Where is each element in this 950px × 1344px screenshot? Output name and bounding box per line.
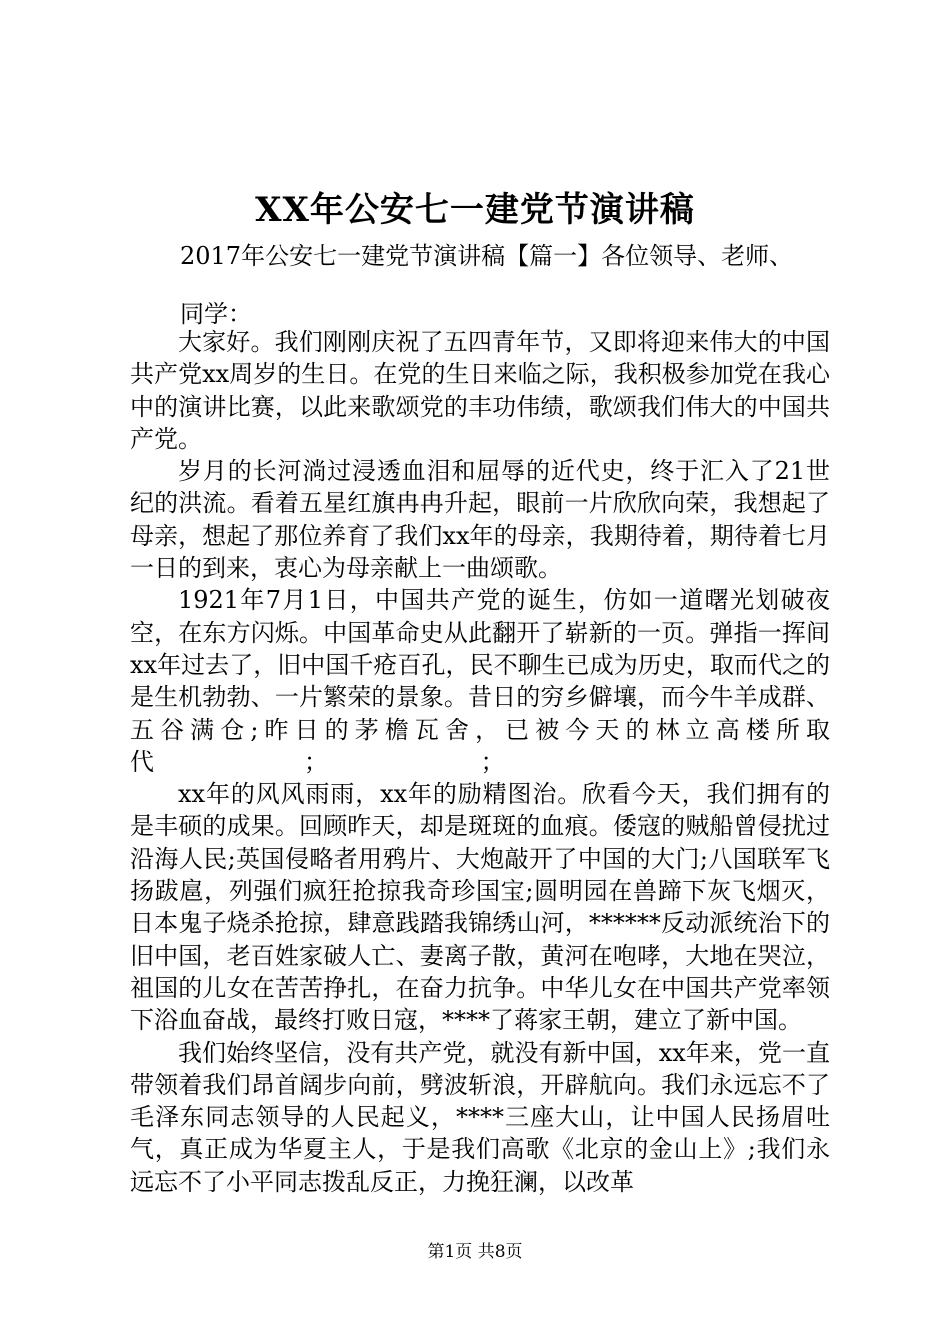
paragraph-2: 岁月的长河淌过浸透血泪和屈辱的近代史，终于汇入了21世纪的洪流。看着五星红旗冉冉升起，眼前一片欣欣向荣，我想起了母亲，想起了那位养育了我们xx年的母亲，我期待着，期待着七月一日的到来，衷心为母亲献上一曲颂歌。 (130, 457, 830, 583)
paragraph-3 (130, 584, 830, 778)
document-body (130, 326, 830, 1198)
page-footer: 第1页 共8页 (427, 1242, 523, 1262)
paragraph-4: xx年的风风雨雨，xx年的励精图治。欣看今天，我们拥有的是丰硕的成果。回顾昨天，却是斑斑的血痕。倭寇的贼船曾侵扰过沿海人民;英国侵略者用鸦片、大炮敲开了中国的大门;八国联军飞扬跋扈，列强们疯狂抢掠我奇珍国宝;圆明园在兽蹄下灰飞烟灭，日本鬼子烧杀抢掠，肆意践踏我锦绣山河，******反动派统治下的旧中国，老百姓家破人亡、妻离子散，黄河在咆哮，大地在哭泣，祖国的儿女在苦苦挣扎，在奋力抗争。中华儿女在中国共产党率领下浴血奋战，最终打败日寇，****了蒋家王朝，建立了新中国。 (130, 780, 830, 1035)
paragraph-1: 大家好。我们刚刚庆祝了五四青年节，又即将迎来伟大的中国共产党xx周岁的生日。在党的生日来临之际，我积极参加党在我心中的演讲比赛，以此来歌颂党的丰功伟绩，歌颂我们伟大的中国共产党。 (130, 328, 830, 453)
document-title: XX年公安七一建党节演讲稿 (255, 190, 695, 230)
paragraph-5: 我们始终坚信，没有共产党，就没有新中国，xx年来，党一直带领着我们昂首阔步向前，劈波斩浪，开辟航向。我们永远忘不了毛泽东同志领导的人民起义，****三座大山，让中国人民扬眉吐气，真正成为华夏主人，于是我们高歌《北京的金山上》;我们永远忘不了小平同志拨乱反正，力挽狂澜，以改革 (130, 1038, 830, 1196)
paragraph-3-text: 1921年7月1日，中国共产党的诞生，仿如一道曙光划破夜空，在东方闪烁。中国革命史从此翻开了崭新的一页。弹指一挥间xx年过去了，旧中国千疮百孔，民不聊生已成为历史，取而代之的是生机勃勃、一片繁荣的景象。昔日的穷乡僻壤，而今牛羊成群、五谷满仓;昨日的茅檐瓦舍，已被今天的林立高楼所取代 (130, 586, 830, 776)
greeting: 同学： (180, 300, 252, 328)
paragraph-3-trailing-marks: ； ； (304, 747, 505, 776)
document-subtitle: 2017年公安七一建党节演讲稿【篇一】各位领导、老师、 (180, 242, 794, 270)
